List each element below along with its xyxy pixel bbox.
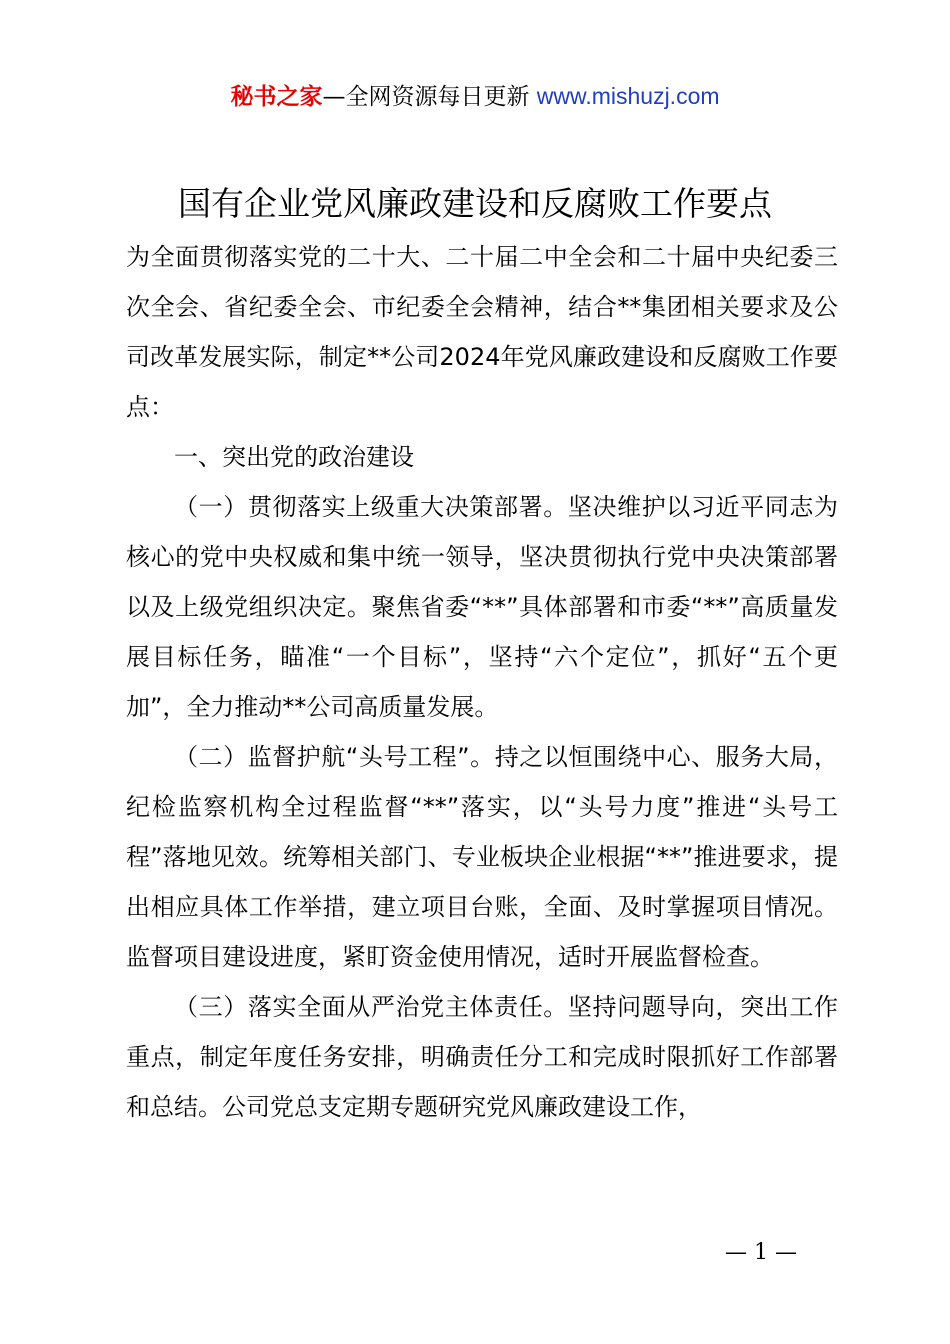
document-body: [126, 232, 838, 1132]
site-url-link[interactable]: www.mishuzj.com: [536, 83, 720, 109]
section-heading: 一、突出党的政治建设: [174, 443, 414, 471]
body-paragraph-1: （一）贯彻落实上级重大决策部署。坚决维护以习近平同志为核心的党中央权威和集中统一领导，坚决贯彻执行党中央决策部署以及上级党组织决定。聚焦省委“**”具体部署和市委“**”高质量发展目标任务，瞄准“一个目标”，坚持“六个定位”，抓好“五个更加”，全力推动**公司高质量发展。: [126, 493, 838, 721]
body-paragraph-3: （三）落实全面从严治党主体责任。坚持问题导向，突出工作重点，制定年度任务安排，明确责任分工和完成时限抓好工作部署和总结。公司党总支定期专题研究党风廉政建设工作，: [126, 993, 838, 1121]
intro-paragraph: 为全面贯彻落实党的二十大、二十届二中全会和二十届中央纪委三次全会、省纪委全会、市纪委全会精神，结合**集团相关要求及公司改革发展实际，制定**公司2024年党风廉政建设和反腐败工作要点：: [126, 243, 838, 421]
document-title: 国有企业党风廉政建设和反腐败工作要点: [178, 184, 772, 223]
body-paragraph-2: （二）监督护航“头号工程”。持之以恒围绕中心、服务大局，纪检监察机构全过程监督“**”落实，以“头号力度”推进“头号工程”落地见效。统筹相关部门、专业板块企业根据“**”推进要求，提出相应具体工作举措，建立项目台账，全面、及时掌握项目情况。监督项目建设进度，紧盯资金使用情况，适时开展监督检查。: [126, 743, 838, 971]
site-brand: 秘书之家: [230, 84, 323, 110]
page-number: — 1 —: [725, 1240, 797, 1265]
site-header: [0, 78, 950, 115]
site-tagline: —全网资源每日更新: [322, 84, 530, 110]
